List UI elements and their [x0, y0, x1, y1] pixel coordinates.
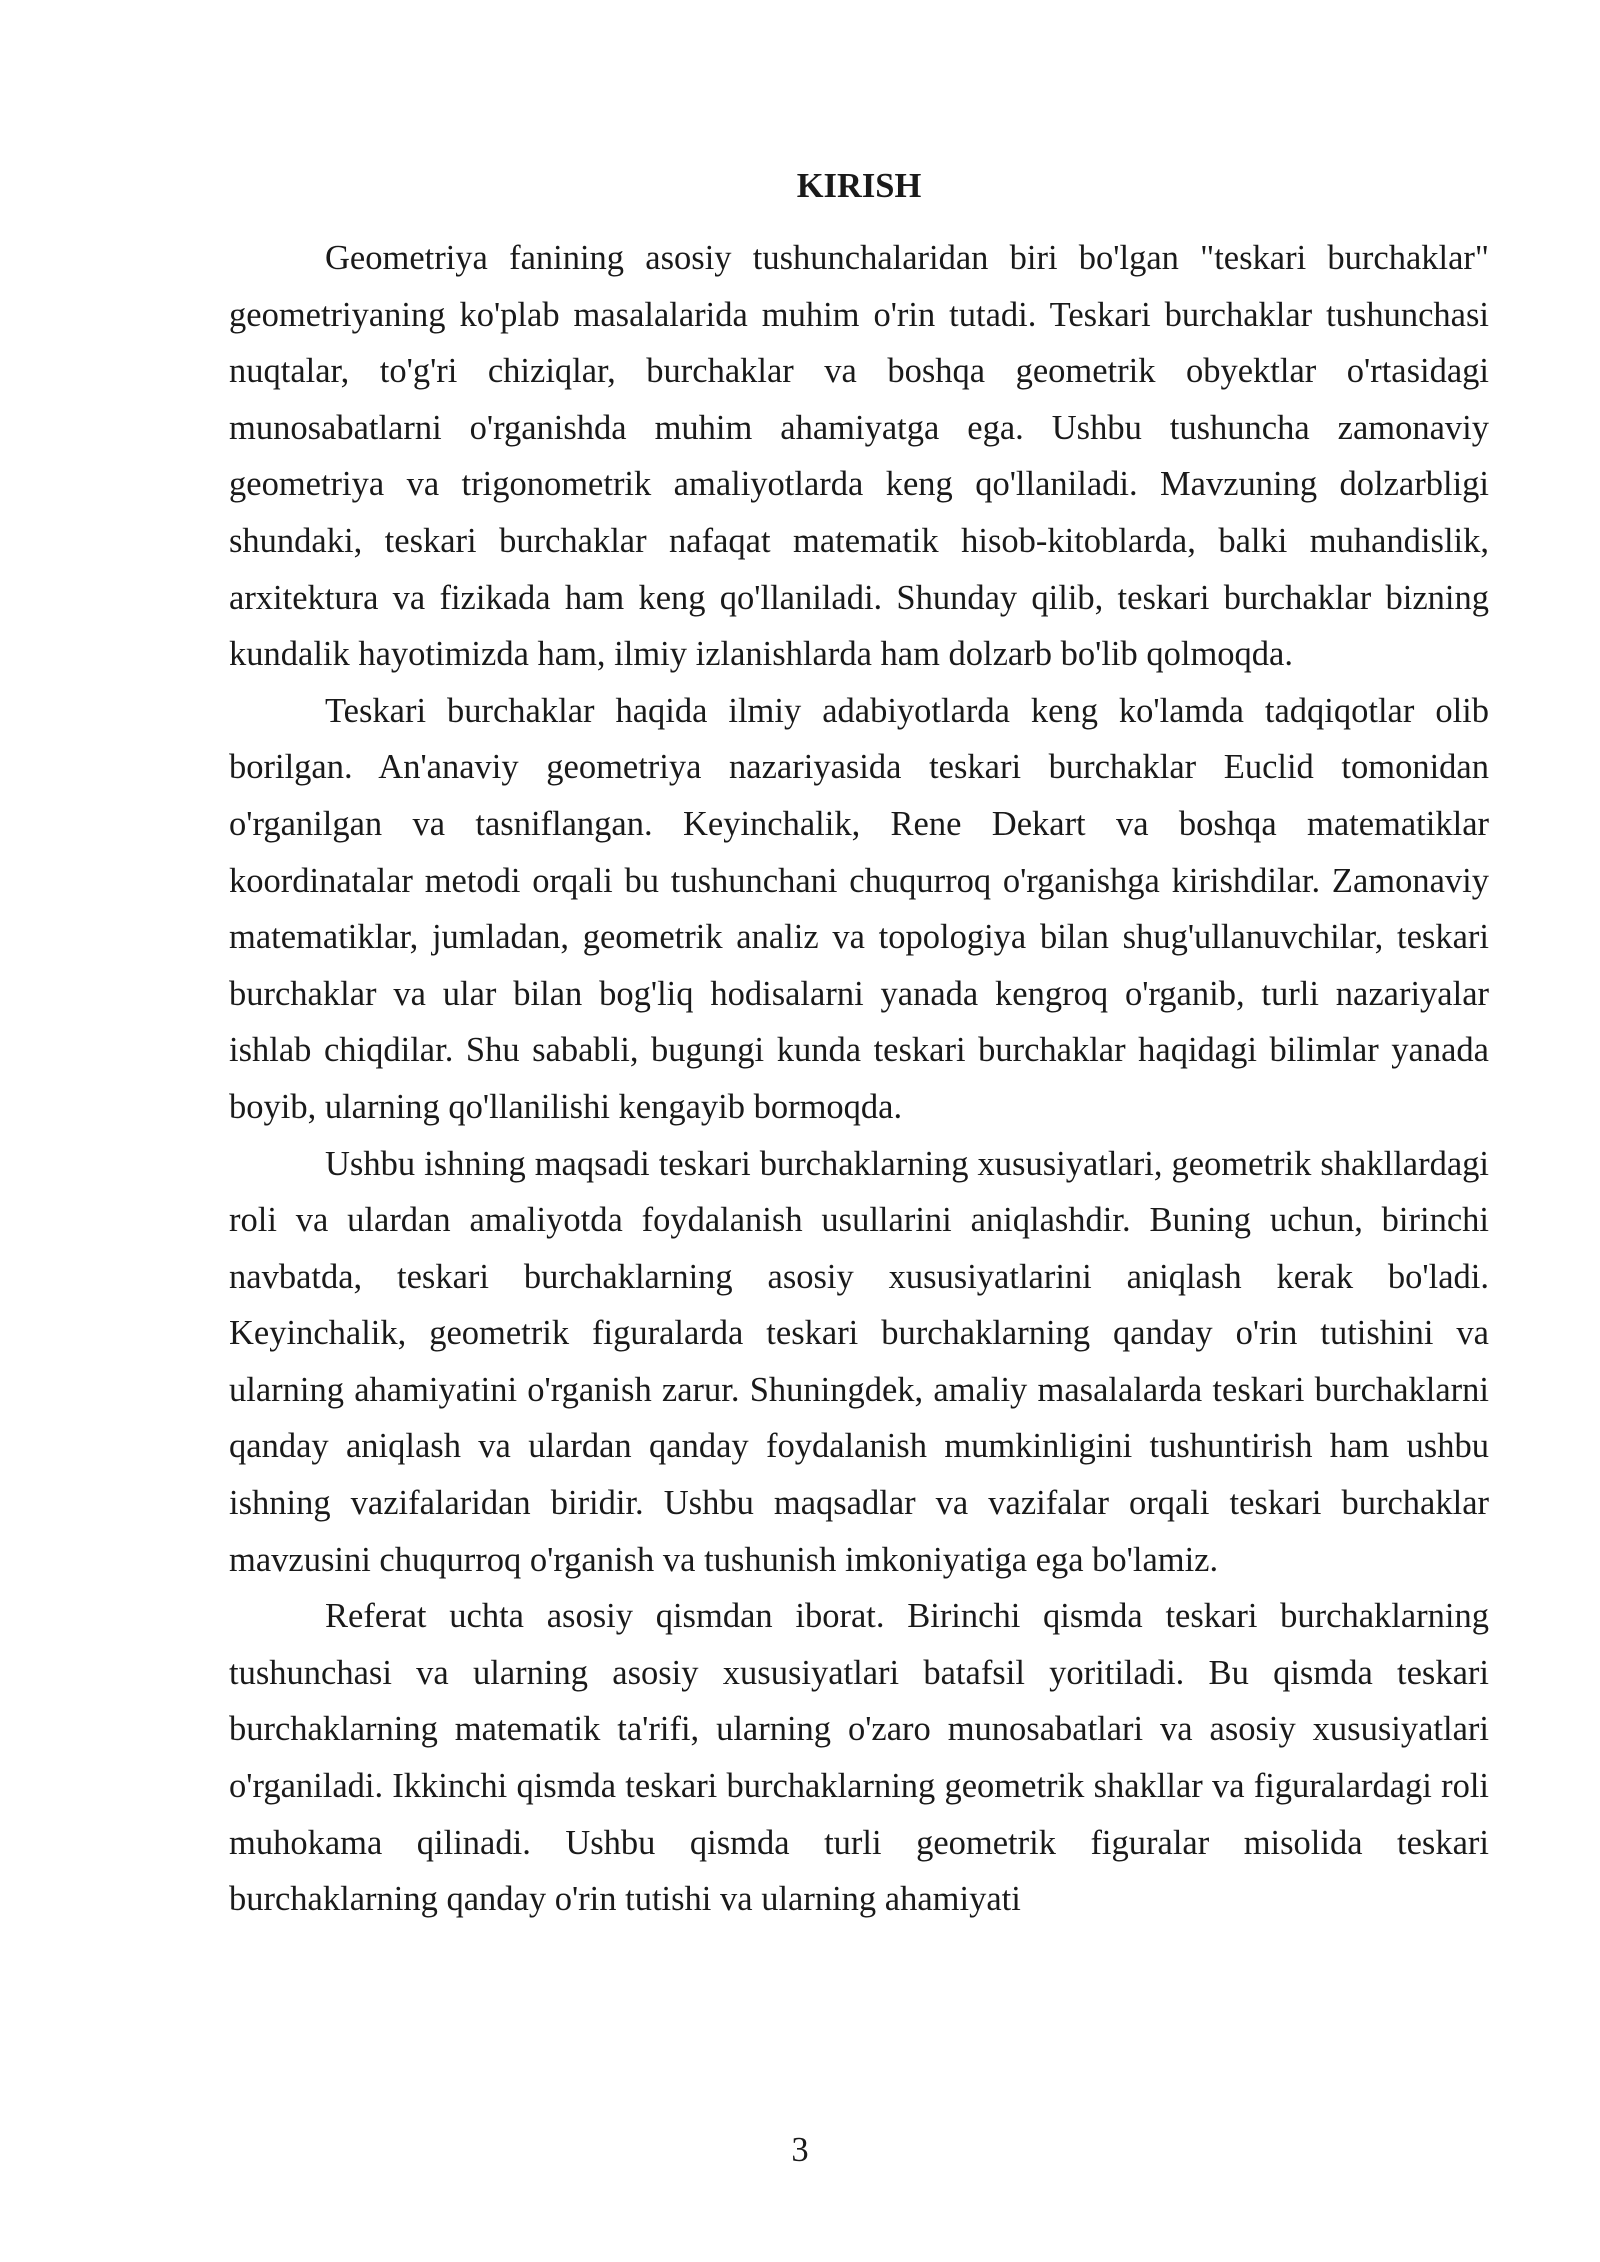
- page-number: 3: [791, 2131, 809, 2169]
- paragraph: Referat uchta asosiy qismdan iborat. Birinchi qismda teskari burchaklarning tushunchasi va ularning asosiy xususiyatlari batafsil yoritiladi. Bu qismda teskari burchaklarning matematik ta'rifi, ularning o'zaro munosabatlari va asosiy xususiyatlari o'rganiladi. Ikkinchi qismda teskari burchaklarning geometrik shakllar va figuralardagi roli muhokama qilinadi. Ushbu qismda turli geometrik figuralar misolida teskari burchaklarning qanday o'rin tutishi va ularning ahamiyati: [229, 1597, 1489, 1919]
- page-body: [229, 164, 1489, 1928]
- paragraph: Geometriya fanining asosiy tushunchalaridan biri bo'lgan "teskari burchaklar" geometriyaning ko'plab masalalarida muhim o'rin tutadi. Teskari burchaklar tushunchasi nuqtalar, to'g'ri chiziqlar, burchaklar va boshqa geometrik obyektlar o'rtasidagi munosabatlarni o'rganishda muhim ahamiyatga ega. Ushbu tushuncha zamonaviy geometriya va trigonometrik amaliyotlarda keng qo'llaniladi. Mavzuning dolzarbligi shundaki, teskari burchaklar nafaqat matematik hisob-kitoblarda, balki muhandislik, arxitektura va fizikada ham keng qo'llaniladi. Shunday qilib, teskari burchaklar bizning kundalik hayotimizda ham, ilmiy izlanishlarda ham dolzarb bo'lib qolmoqda.: [229, 239, 1489, 674]
- paragraph: Teskari burchaklar haqida ilmiy adabiyotlarda keng ko'lamda tadqiqotlar olib borilgan. An'anaviy geometriya nazariyasida teskari burchaklar Euclid tomonidan o'rganilgan va tasniflangan. Keyinchalik, Rene Dekart va boshqa matematiklar koordinatalar metodi orqali bu tushunchani chuqurroq o'rganishga kirishdilar. Zamonaviy matematiklar, jumladan, geometrik analiz va topologiya bilan shug'ullanuvchilar, teskari burchaklar va ular bilan bog'liq hodisalarni yanada kengroq o'rganib, turli nazariyalar ishlab chiqdilar. Shu sababli, bugungi kunda teskari burchaklar haqidagi bilimlar yanada boyib, ularning qo'llanilishi kengayib bormoqda.: [229, 691, 1489, 1126]
- paragraph: Ushbu ishning maqsadi teskari burchaklarning xususiyatlari, geometrik shakllardagi roli va ulardan amaliyotda foydalanish usullarini aniqlashdir. Buning uchun, birinchi navbatda, teskari burchaklarning asosiy xususiyatlarini aniqlash kerak bo'ladi. Keyinchalik, geometrik figuralarda teskari burchaklarning qanday o'rin tutishini va ularning ahamiyatini o'rganish zarur. Shuningdek, amaliy masalalarda teskari burchaklarni qanday aniqlash va ulardan qanday foydalanish mumkinligini tushuntirish ham ushbu ishning vazifalaridan biridir. Ushbu maqsadlar va vazifalar orqali teskari burchaklar mavzusini chuqurroq o'rganish va tushunish imkoniyatiga ega bo'lamiz.: [229, 1144, 1489, 1579]
- page-title: KIRISH: [796, 167, 922, 205]
